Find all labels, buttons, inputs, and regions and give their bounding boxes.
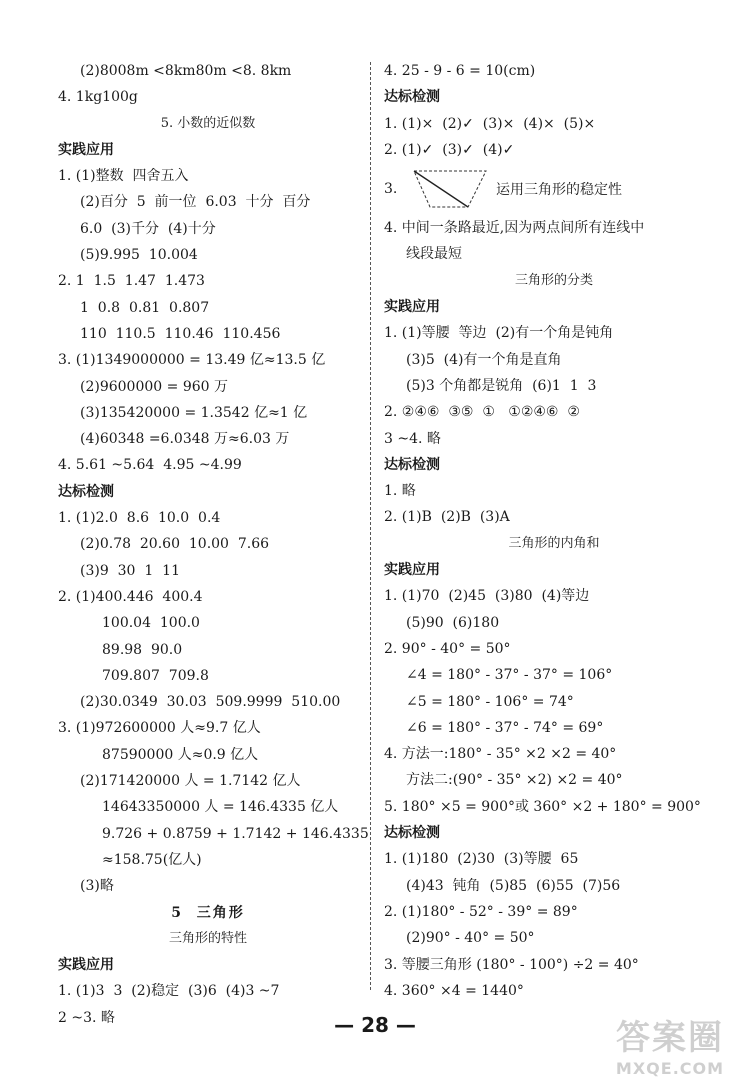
answer-line: 4. 中间一条路最近,因为两点间所有连线中 (384, 220, 645, 237)
answer-line: 2 ~3. 略 (58, 1009, 115, 1026)
triangle-answer-text: 运用三角形的稳定性 (496, 182, 622, 199)
section-heading: 达标检测 (58, 483, 114, 500)
answer-line: 5. 180° ×5 = 900°或 360° ×2 + 180° = 900° (384, 798, 701, 815)
answer-line: 1 0.8 0.81 0.807 (80, 299, 210, 316)
answer-line: 3. (1)972600000 人≈9.7 亿人 (58, 720, 261, 737)
section-heading: 实践应用 (58, 141, 114, 158)
answer-line: 2. 1 1.5 1.47 1.473 (58, 273, 205, 290)
answer-line: 3. 等腰三角形 (180° - 100°) ÷2 = 40° (384, 956, 639, 973)
answer-line: (2)171420000 人 = 1.7142 亿人 (80, 773, 301, 790)
answer-line: (2)0.78 20.60 10.00 7.66 (80, 536, 270, 553)
answer-line: ∠4 = 180° - 37° - 37° = 106° (406, 667, 613, 684)
answer-line: (2)9600000 = 960 万 (80, 378, 228, 395)
watermark-text-url: MXQE.COM (615, 1059, 725, 1078)
answer-line: 2. (1)180° - 52° - 39° = 89° (384, 903, 578, 920)
watermark-text-main: 答案圈 (616, 1018, 724, 1058)
column-divider (370, 62, 371, 990)
section-heading: 达标检测 (384, 456, 440, 473)
section-title: 5. 小数的近似数 (160, 115, 256, 131)
answer-line: 89.98 90.0 (102, 641, 183, 658)
answer-line: (5)3 个角都是锐角 (6)1 1 3 (406, 377, 597, 394)
answer-line: 1. 略 (384, 483, 416, 500)
answer-line: 2. ②④⑥ ③⑤ ① ①②④⑥ ② (384, 404, 580, 421)
answer-line: 1. (1)70 (2)45 (3)80 (4)等边 (384, 588, 590, 605)
answer-line: 2. (1)B (2)B (3)A (384, 509, 510, 526)
answer-line: (3)9 30 1 11 (80, 562, 180, 579)
answer-line: 4. 25 - 9 - 6 = 10(cm) (384, 63, 536, 79)
answer-line: (2)8008m <8km80m <8. 8km (80, 63, 292, 79)
answer-line: 1. (1)2.0 8.6 10.0 0.4 (58, 510, 221, 527)
section-title: 三角形的分类 (514, 272, 593, 288)
stabilizing-brace-figure (410, 165, 490, 213)
section-heading: 达标检测 (384, 89, 440, 106)
answer-line: (2)百分 5 前一位 6.03 十分 百分 (80, 194, 311, 211)
answer-line: 方法二:(90° - 35° ×2) ×2 = 40° (406, 772, 623, 789)
answer-line: 1. (1)3 3 (2)稳定 (3)6 (4)3 ~7 (58, 983, 280, 1000)
answer-line: ∠5 = 180° - 106° = 74° (406, 693, 574, 710)
answer-line: 1. (1)× (2)✓ (3)× (4)× (5)× (384, 115, 596, 132)
triangle-answer-number: 3. (384, 181, 398, 198)
section-heading: 实践应用 (384, 562, 440, 579)
answer-line: (5)9.995 10.004 (80, 247, 198, 264)
answer-line: (3)略 (80, 878, 114, 895)
answer-line: 9.726 + 0.8759 + 1.7142 + 146.4335 (102, 825, 369, 842)
answer-line: 3. (1)1349000000 = 13.49 亿≈13.5 亿 (58, 352, 326, 369)
answer-line: 709.807 709.8 (102, 667, 209, 684)
answer-line: 4. 360° ×4 = 1440° (384, 982, 524, 999)
answer-line: 1. (1)180 (2)30 (3)等腰 65 (384, 851, 579, 868)
answer-line: ≈158.75(亿人) (102, 851, 202, 868)
section-heading: 实践应用 (58, 957, 114, 974)
answer-line: (4)60348 =6.0348 万≈6.03 万 (80, 431, 290, 448)
answer-line: 2. 90° - 40° = 50° (384, 640, 511, 657)
answer-line: 4. 5.61 ~5.64 4.95 ~4.99 (58, 457, 242, 474)
answer-line: 2. (1)✓ (3)✓ (4)✓ (384, 141, 515, 158)
answer-line: 线段最短 (406, 246, 462, 263)
watermark-logo (600, 1010, 740, 1078)
section-title: 三角形的内角和 (508, 535, 600, 551)
triangle-answer-line (384, 163, 724, 215)
answer-line: 1. (1)整数 四舍五入 (58, 168, 189, 185)
answer-line: (3)5 (4)有一个角是直角 (406, 351, 562, 368)
answer-line: 100.04 100.0 (102, 615, 200, 632)
answer-line: ∠6 = 180° - 37° - 74° = 69° (406, 719, 604, 736)
right-top-block (384, 58, 724, 163)
answer-line: (2)90° - 40° = 50° (406, 930, 535, 947)
answer-line: 110 110.5 110.46 110.456 (80, 325, 281, 342)
section-title: 5 三角形 (171, 904, 245, 921)
answer-line: (4)43 钝角 (5)85 (6)55 (7)56 (406, 877, 621, 894)
answer-line: 14643350000 人 = 146.4335 亿人 (102, 799, 339, 816)
left-column (58, 58, 369, 1031)
section-title: 三角形的特性 (168, 930, 247, 946)
answer-line: 3 ~4. 略 (384, 430, 441, 447)
section-heading: 实践应用 (384, 299, 440, 316)
answer-line: (5)90 (6)180 (406, 614, 500, 631)
answer-line: (2)30.0349 30.03 509.9999 510.00 (80, 694, 341, 711)
section-heading: 达标检测 (384, 825, 440, 842)
answer-line: (3)135420000 = 1.3542 亿≈1 亿 (80, 404, 308, 421)
answer-line: 1. (1)等腰 等边 (2)有一个角是钝角 (384, 325, 614, 342)
answer-line: 2. (1)400.446 400.4 (58, 588, 203, 605)
answer-line: 4. 方法一:180° - 35° ×2 ×2 = 40° (384, 746, 617, 763)
right-column (384, 58, 724, 1004)
answer-line: 87590000 人≈0.9 亿人 (102, 746, 259, 763)
answer-line: 6.0 (3)千分 (4)十分 (80, 220, 216, 237)
right-bottom-block (384, 215, 724, 1004)
page-number: — 28 — (334, 1013, 416, 1037)
answer-line: 4. 1kg100g (58, 89, 138, 106)
